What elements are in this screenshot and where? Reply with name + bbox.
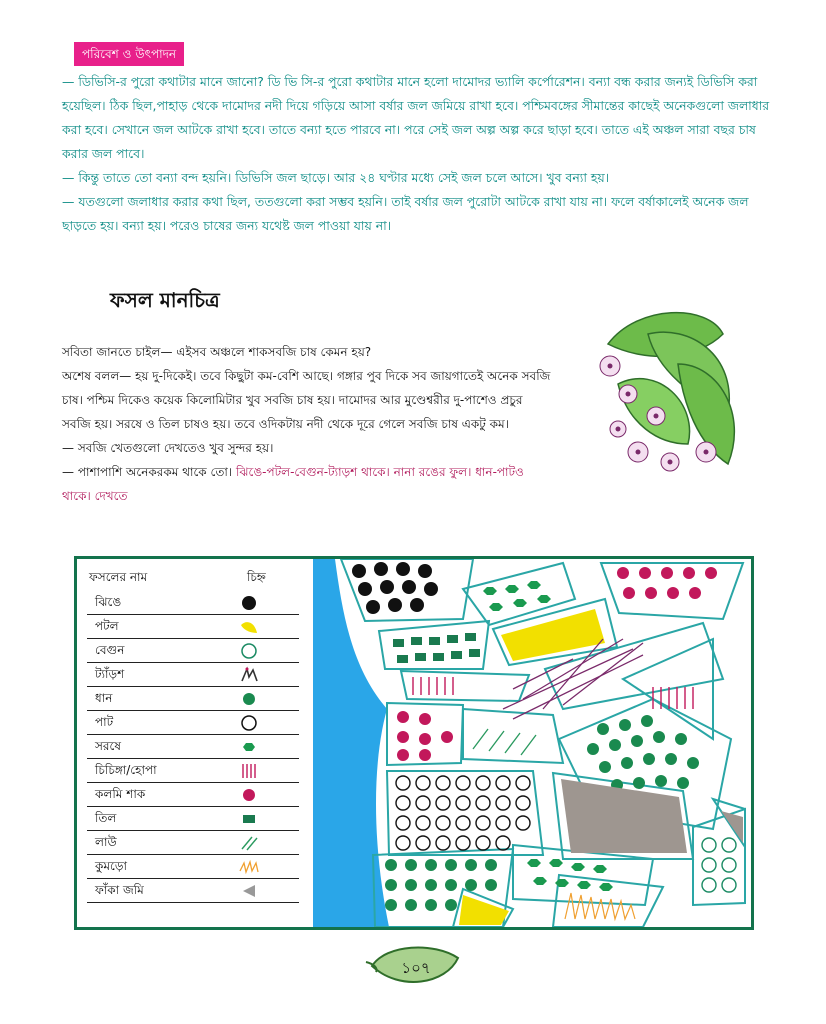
legend-crop-name: ধান: [95, 691, 113, 705]
legend-row: [87, 711, 299, 735]
green-dot-icon: [237, 689, 261, 709]
dialog-line: অশেষ বলল— হয় দু-দিকেই। তবে কিছুটা কম-বেশি আছে। গঙ্গার পুব দিকে সব জায়গাতেই অনেক সবজি চাষ। পশ্চিম দিকেও কয়েক কিলোমিটার খুব সবজি চাষ হয়। দামোদর আর মুণ্ডেশ্বরীর দু-পাশেও প্রচুর সবজি হয়। সরষে ও তিল চাষও হয়। তবে ওদিকটায় নদী থেকে দূরে গেলে সবজি চাষ একটু কম।: [62, 369, 551, 431]
legend-crop-name: ফাঁকা জমি: [95, 883, 144, 897]
magenta-dot-icon: [237, 785, 261, 805]
legend-row: [87, 759, 299, 783]
legend-crop-name: পাট: [95, 715, 114, 729]
leaves-flowers-illustration: [588, 304, 748, 484]
dialog-text: [62, 340, 552, 508]
vertical-lines-icon: [237, 761, 261, 781]
black-dot-icon: [237, 593, 261, 613]
dialog-line: — সবজি খেতগুলো দেখতেও খুব সুন্দর হয়।: [62, 441, 274, 455]
legend-crop-name: তিল: [95, 811, 117, 825]
legend-crop-name: লাউ: [95, 835, 117, 849]
green-hexagon-icon: [237, 737, 261, 757]
legend-row: [87, 615, 299, 639]
yellow-leaf-icon: [237, 617, 261, 637]
dialog-line: [62, 460, 552, 508]
intro-paragraph: — যতগুলো জলাধার করার কথা ছিল, ততগুলো করা সম্ভব হয়নি। তাই বর্ষার জল পুরোটা আটকে রাখা যায় না। ফলে বর্ষাকালেই অনেক জল ছাড়তে হয়। বন্যা হয়। পরেও চাষের জন্য যথেষ্ট জল পাওয়া যায় না।: [62, 194, 749, 233]
legend-crop-name: পটল: [95, 619, 119, 633]
intro-paragraph: — কিন্তু তাতে তো বন্যা বন্দ হয়নি। ডিভিসি জল ছাড়ে। আর ২৪ ঘণ্টার মধ্যে সেই জল চলে আসে। খুব বন্যা হয়।: [62, 170, 610, 185]
legend-crop-name: চিচিঙ্গা/হোপা: [95, 763, 157, 777]
crop-map: [74, 556, 754, 930]
legend-row: [87, 735, 299, 759]
field-map: [313, 559, 751, 927]
legend-name-header: ফসলের নাম: [89, 570, 148, 584]
legend-crop-name: সরষে: [95, 739, 121, 753]
green-rect-icon: [237, 809, 261, 829]
map-legend: [77, 559, 313, 927]
legend-row: [87, 639, 299, 663]
legend-header: [85, 567, 297, 589]
section-title: ফসল মানচিত্র: [110, 288, 220, 312]
legend-symbol-header: চিহ্ন: [247, 570, 266, 584]
black-ring-icon: [237, 713, 261, 733]
legend-row: [87, 687, 299, 711]
page-number: ১০৭: [401, 959, 431, 977]
okra-mark-icon: [237, 665, 261, 685]
intro-text: [62, 70, 770, 238]
dialog-line: সবিতা জানতে চাইল— এইসব অঞ্চলে শাকসবজি চাষ কেমন হয়?: [62, 345, 372, 359]
legend-crop-name: কলমি শাক: [95, 787, 146, 801]
legend-row: [87, 591, 299, 615]
page-number-leaf: [364, 938, 464, 994]
legend-crop-name: কুমড়ো: [95, 859, 127, 873]
diagonal-lines-icon: [237, 833, 261, 853]
green-ring-icon: [237, 641, 261, 661]
legend-crop-name: ট্যাঁড়শ: [95, 667, 125, 681]
dialog-line-highlight: ঝিঙে-পটল-বেগুন-ট্যাড়শ থাকে। নানা রঙের ফুল। ধান-পাটও থাকে। দেখতে: [62, 465, 524, 503]
intro-paragraph: — ডিভিসি-র পুরো কথাটার মানে জানো? ডি ভি সি-র পুরো কথাটার মানে হলো দামোদর ভ্যালি কর্পোরেশন। বন্যা বন্ধ করার জন্যই ডিভিসি করা হয়েছিল। ঠিক ছিল,পাহাড় থেকে দামোদর নদী দিয়ে গড়িয়ে আসা বর্ষার জল জমিয়ে রাখা হবে। পশ্চিমবঙ্গের সীমান্তের কাছেই অনেকগুলো জলাধার করা হবে। সেখানে জল আটকে রাখা হবে। তাতে বন্যা হতে পারবে না। পরে সেই জল অল্প অল্প করে ছাড়া হবে। তাতে এই অঞ্চল সারা বছর চাষ করার জল পাবে।: [62, 74, 770, 161]
legend-row: [87, 855, 299, 879]
legend-crop-name: বেগুন: [95, 643, 125, 657]
legend-crop-name: ঝিঙে: [95, 595, 122, 609]
legend-row: [87, 807, 299, 831]
dialog-line-prefix: — পাশাপাশি অনেকরকম থাকে তো।: [62, 465, 236, 479]
orange-scribble-icon: [237, 857, 261, 877]
grey-triangle-icon: [237, 881, 261, 901]
legend-row: [87, 783, 299, 807]
legend-row: [87, 879, 299, 903]
legend-row: [87, 663, 299, 687]
chapter-tag: পরিবেশ ও উৎপাদন: [74, 42, 184, 66]
legend-row: [87, 831, 299, 855]
